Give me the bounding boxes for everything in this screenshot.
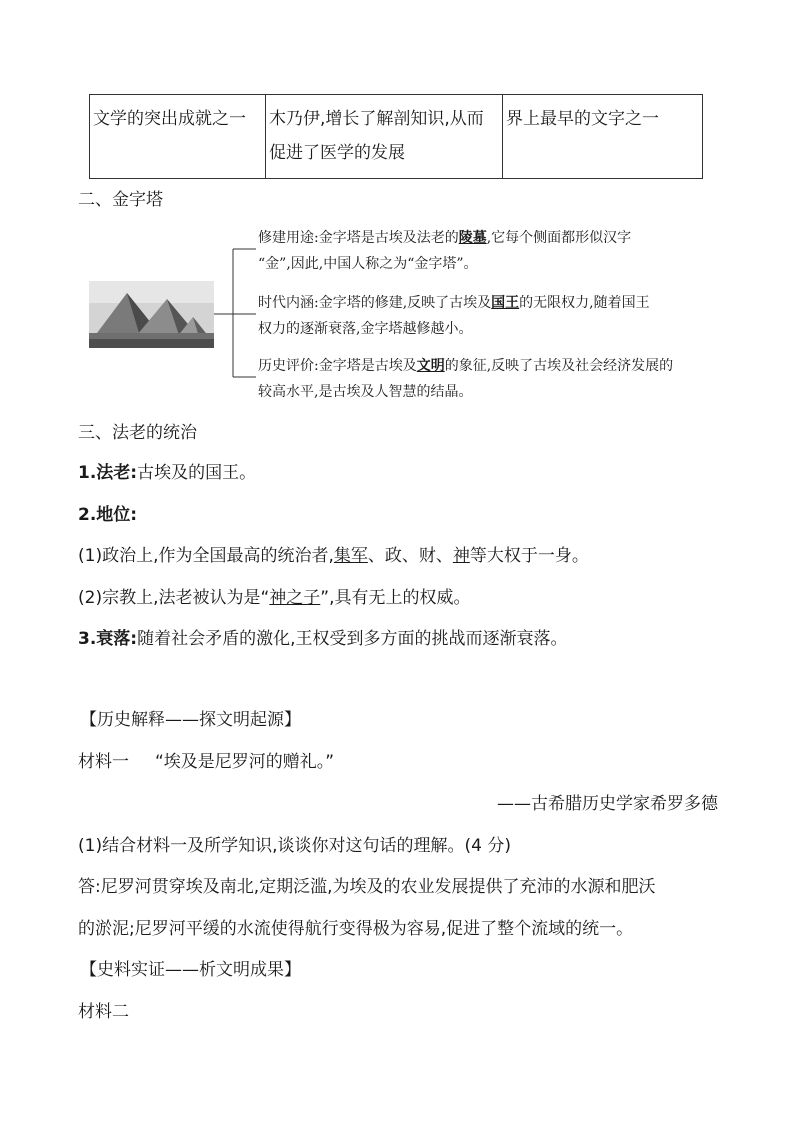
answer-one-line1: 答:尼罗河贯穿埃及南北,定期泛滥,为埃及的农业发展提供了充沛的水源和肥沃 — [78, 877, 656, 897]
item-decline: 3.衰落:随着社会矛盾的激化,王权受到多方面的挑战而逐渐衰落。 — [78, 629, 568, 649]
material-one-source: ——古希腊历史学家希罗多德 — [497, 794, 718, 814]
table-cell-mummy: 木乃伊,增长了解剖知识,从而促进了医学的发展 — [266, 95, 503, 179]
note-purpose: 修建用途:金字塔是古埃及法老的陵墓,它每个侧面都形似汉字 “金”,因此,中国人称之为“金字塔”。 — [258, 230, 632, 272]
keyword-king: 国王 — [491, 295, 520, 311]
item-pharaoh: 1.法老:古埃及的国王。 — [78, 463, 257, 483]
section-heading-pyramid: 二、金字塔 — [78, 190, 163, 210]
note-evaluation: 历史评价:金字塔是古埃及文明的象征,反映了古埃及社会经济发展的 较高水平,是古埃及人智慧的结晶。 — [258, 358, 674, 400]
material-two: 材料二 — [78, 1002, 129, 1022]
material-one: 材料一 “埃及是尼罗河的赠礼。” — [78, 752, 335, 772]
heading-historical-interpretation: 【历史解释——探文明起源】 — [80, 710, 301, 730]
item-status: 2.地位: — [78, 505, 138, 525]
summary-table — [89, 94, 703, 179]
bracket-connector — [214, 244, 258, 380]
table-cell-literature: 文学的突出成就之一 — [90, 95, 266, 179]
section-heading-pharaoh: 三、法老的统治 — [78, 423, 197, 443]
question-one: (1)结合材料一及所学知识,谈谈你对这句话的理解。(4 分) — [78, 836, 511, 856]
item-status-politics: (1)政治上,作为全国最高的统治者,集军、政、财、神等大权于一身。 — [78, 546, 589, 566]
table-row — [90, 95, 703, 179]
item-status-religion: (2)宗教上,法老被认为是“神之子”,具有无上的权威。 — [78, 588, 471, 608]
table-cell-writing: 界上最早的文字之一 — [503, 95, 703, 179]
heading-evidence: 【史料实证——析文明成果】 — [80, 960, 301, 980]
pyramid-illustration — [89, 281, 214, 348]
keyword-tomb: 陵墓 — [458, 230, 487, 246]
keyword-civilization: 文明 — [416, 358, 445, 374]
pyramid-image — [89, 281, 214, 348]
answer-one-line2: 的淤泥;尼罗河平缓的水流使得航行变得极为容易,促进了整个流域的统一。 — [78, 919, 634, 939]
note-era: 时代内涵:金字塔的修建,反映了古埃及国王的无限权力,随着国王 权力的逐渐衰落,金字塔越修越小。 — [258, 295, 650, 337]
